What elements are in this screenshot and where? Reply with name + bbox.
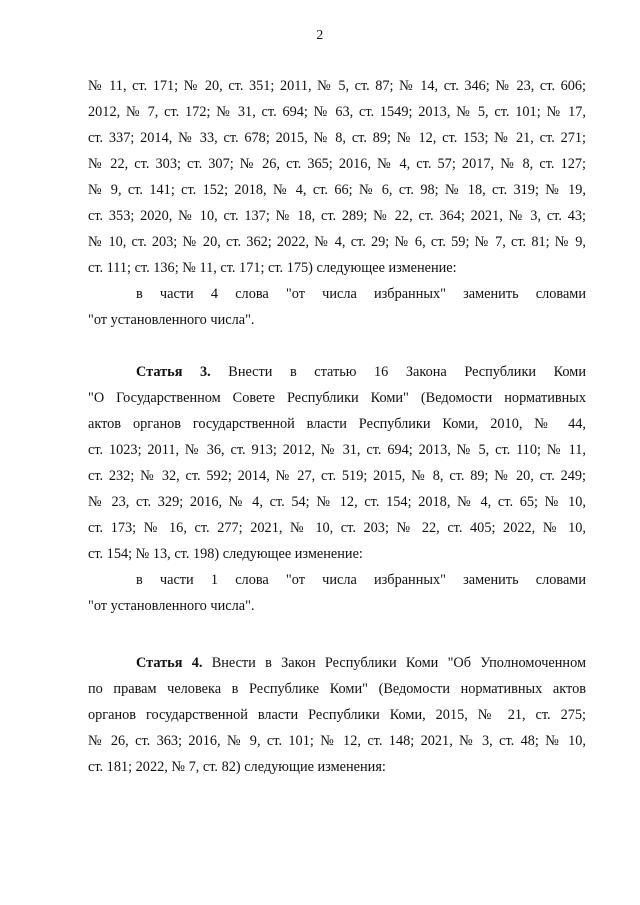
- text-line: "О Государственном Совете Республики Коми" (Ведомости нормативных: [88, 390, 586, 406]
- text-line: 2012, № 7, ст. 172; № 31, ст. 694; № 63, ст. 1549; 2013, № 5, ст. 101; № 17,: [88, 104, 586, 120]
- text-line: ст. 181; 2022, № 7, ст. 82) следующие изменения:: [88, 759, 386, 775]
- text-line: ст. 154; № 13, ст. 198) следующее изменение:: [88, 546, 363, 562]
- article-4-first-line: [136, 654, 586, 672]
- amendment-line: "от установленного числа".: [88, 312, 255, 328]
- text-line: ст. 337; 2014, № 33, ст. 678; 2015, № 8, ст. 89; № 12, ст. 153; № 21, ст. 271;: [88, 130, 586, 146]
- text-line: ст. 111; ст. 136; № 11, ст. 171; ст. 175) следующее изменение:: [88, 260, 457, 276]
- text-line: ст. 1023; 2011, № 36, ст. 913; 2012, № 31, ст. 694; 2013, № 5, ст. 110; № 11,: [88, 442, 586, 458]
- article-3-first-line: [136, 363, 586, 381]
- article-4-intro: Внести в Закон Республики Коми "Об Уполномоченном: [211, 655, 586, 671]
- amendment-line: в части 1 слова "от числа избранных" заменить словами: [136, 572, 586, 588]
- text-line: № 26, ст. 363; 2016, № 9, ст. 101; № 12, ст. 148; 2021, № 3, ст. 48; № 10,: [88, 733, 586, 749]
- article-3-heading: Статья 3.: [136, 364, 211, 380]
- amendment-line: в части 4 слова "от числа избранных" заменить словами: [136, 286, 586, 302]
- text-line: № 22, ст. 303; ст. 307; № 26, ст. 365; 2016, № 4, ст. 57; 2017, № 8, ст. 127;: [88, 156, 586, 172]
- article-4-heading: Статья 4.: [136, 655, 203, 671]
- text-line: № 10, ст. 203; № 20, ст. 362; 2022, № 4, ст. 29; № 6, ст. 59; № 7, ст. 81; № 9,: [88, 234, 586, 250]
- text-line: № 9, ст. 141; ст. 152; 2018, № 4, ст. 66; № 6, ст. 98; № 18, ст. 319; № 19,: [88, 182, 586, 198]
- article-3-intro: Внести в статью 16 Закона Республики Коми: [228, 364, 586, 380]
- text-line: ст. 353; 2020, № 10, ст. 137; № 18, ст. 289; № 22, ст. 364; 2021, № 3, ст. 43;: [88, 208, 586, 224]
- amendment-line: "от установленного числа".: [88, 598, 255, 614]
- text-line: № 11, ст. 171; № 20, ст. 351; 2011, № 5, ст. 87; № 14, ст. 346; № 23, ст. 606;: [88, 78, 586, 94]
- text-line: № 23, ст. 329; 2016, № 4, ст. 54; № 12, ст. 154; 2018, № 4, ст. 65; № 10,: [88, 494, 586, 510]
- text-line: органов государственной власти Республики Коми, 2015, № 21, ст. 275;: [88, 707, 586, 723]
- page-number: 2: [316, 28, 324, 43]
- text-line: ст. 232; № 32, ст. 592; 2014, № 27, ст. 519; 2015, № 8, ст. 89; № 20, ст. 249;: [88, 468, 586, 484]
- text-line: актов органов государственной власти Республики Коми, 2010, № 44,: [88, 416, 586, 432]
- text-line: ст. 173; № 16, ст. 277; 2021, № 10, ст. 203; № 22, ст. 405; 2022, № 10,: [88, 520, 586, 536]
- text-line: по правам человека в Республике Коми" (Ведомости нормативных актов: [88, 681, 586, 697]
